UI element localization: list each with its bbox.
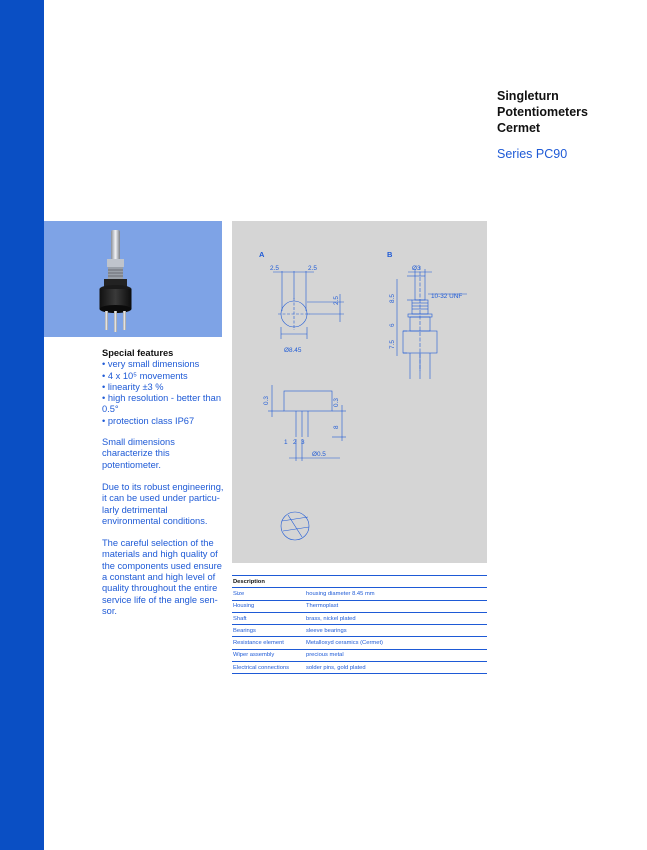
row-key: Resistance element (233, 640, 284, 647)
view-label-a: A (259, 250, 265, 259)
table-header-label: Description (233, 578, 265, 585)
row-key: Size (233, 590, 245, 597)
description-paragraph: Due to its robust engineering, it can be used under particu-larly detrimental environmental conditions. (102, 481, 224, 526)
table-row (232, 601, 487, 613)
row-value: brass, nickel plated (306, 615, 356, 622)
features-heading: Special features (102, 348, 174, 358)
table-row (232, 662, 487, 674)
dim-label: 0.3 (263, 396, 270, 405)
table-header (232, 575, 487, 588)
table-row (232, 625, 487, 637)
dim-label: 10-32 UNF (431, 293, 463, 300)
row-key: Shaft (233, 615, 247, 622)
dim-label: Ø3 (412, 265, 421, 272)
dimension-drawing (232, 221, 487, 563)
special-features (102, 348, 224, 628)
feature-item: • 4 x 10⁵ movements (102, 370, 188, 381)
row-value: sleeve bearings (306, 627, 347, 634)
title-line-1: Singleturn (497, 89, 559, 103)
dim-label: 8 (333, 425, 340, 429)
row-key: Electrical connections (233, 664, 290, 671)
dim-label: Ø8.45 (284, 347, 302, 354)
table-row (232, 637, 487, 649)
feature-item: • high resolution - better than 0.5° (102, 393, 222, 415)
row-key: Bearings (233, 627, 256, 634)
row-value: housing diameter 8.45 mm (306, 590, 375, 597)
blue-sidebar-stripe (0, 0, 44, 850)
row-value: solder pins, gold plated (306, 664, 366, 671)
dim-label: 8.5 (389, 294, 396, 303)
title-line-3: Cermet (497, 121, 541, 135)
technical-drawing (232, 221, 487, 563)
series-label: Series PC90 (497, 147, 568, 161)
pin-label: 3 (301, 439, 305, 446)
row-key: Wiper assembly (233, 652, 275, 659)
dim-label: 2.5 (308, 265, 317, 272)
row-value: precious metal (306, 652, 344, 659)
row-value: Thermoplast (306, 603, 339, 610)
feature-item: • protection class IP67 (102, 415, 195, 426)
description-paragraph: The careful selection of the materials and high quality of the components used ensure a constant and high level of quality throughout the entire service life of the angle sen-sor. (102, 538, 222, 616)
row-value: Metalloxyd ceramics (Cermet) (306, 640, 383, 647)
product-photo (44, 221, 222, 337)
dim-label: 6 (389, 323, 396, 327)
dim-label: 2.5 (270, 265, 279, 272)
dim-label: 7.5 (389, 340, 396, 349)
dim-label: 2.5 (333, 296, 340, 305)
pin-label: 1 (284, 439, 288, 446)
dim-label: 0.3 (333, 398, 340, 407)
table-row (232, 588, 487, 600)
potentiometer-image (44, 221, 222, 337)
description-paragraph: Small dimensions characterize this potentiometer. (102, 437, 175, 470)
table-row (232, 650, 487, 662)
table-row (232, 613, 487, 625)
pin-label: 2 (293, 439, 297, 446)
row-key: Housing (233, 603, 255, 610)
product-title (497, 88, 588, 136)
feature-item: • very small dimensions (102, 359, 200, 370)
feature-item: • linearity ±3 % (102, 381, 164, 392)
title-line-2: Potentiometers (497, 105, 588, 119)
dim-label: Ø0.5 (312, 451, 326, 458)
features-list (102, 359, 224, 427)
description-table (232, 575, 487, 674)
view-label-b: B (387, 250, 393, 259)
